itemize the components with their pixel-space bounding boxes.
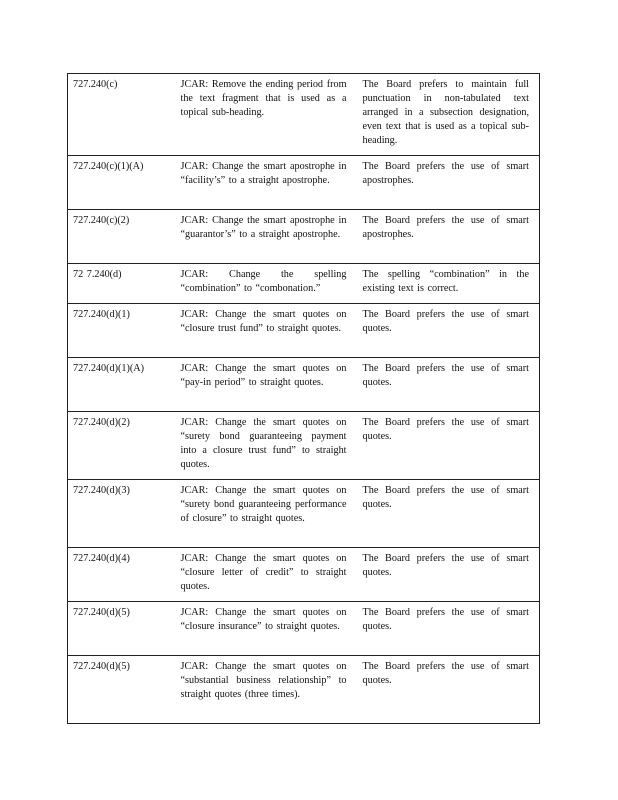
section-cell: 727.240(d)(4) xyxy=(68,548,175,602)
board-response-cell: The Board prefers the use of smart quotes. xyxy=(356,480,540,548)
jcar-comment-cell: JCAR: Remove the ending period from the text fragment that is used as a topical sub-heading. xyxy=(175,74,356,156)
table-row xyxy=(68,656,540,724)
table-row xyxy=(68,304,540,358)
section-cell: 727.240(c)(2) xyxy=(68,210,175,264)
board-response-cell: The Board prefers the use of smart quotes. xyxy=(356,304,540,358)
section-cell: 72 7.240(d) xyxy=(68,264,175,304)
table-row xyxy=(68,548,540,602)
jcar-comment-cell: JCAR: Change the smart quotes on “surety bond guaranteeing performance of closure” to straight quotes. xyxy=(175,480,356,548)
section-cell: 727.240(d)(5) xyxy=(68,656,175,724)
table-row xyxy=(68,480,540,548)
jcar-comment-cell: JCAR: Change the smart apostrophe in “facility’s” to a straight apostrophe. xyxy=(175,156,356,210)
section-cell: 727.240(c) xyxy=(68,74,175,156)
jcar-comment-cell: JCAR: Change the smart quotes on “surety bond guaranteeing payment into a closure trust fund” to straight quotes. xyxy=(175,412,356,480)
jcar-comment-cell: JCAR: Change the smart quotes on “substantial business relationship” to straight quotes (three times). xyxy=(175,656,356,724)
jcar-comment-cell: JCAR: Change the smart quotes on “closure letter of credit” to straight quotes. xyxy=(175,548,356,602)
board-response-cell: The Board prefers the use of smart quotes. xyxy=(356,602,540,656)
section-cell: 727.240(d)(2) xyxy=(68,412,175,480)
table-row xyxy=(68,74,540,156)
board-response-cell: The Board prefers the use of smart quotes. xyxy=(356,656,540,724)
board-response-cell: The spelling “combination” in the existing text is correct. xyxy=(356,264,540,304)
table-row xyxy=(68,210,540,264)
jcar-comment-cell: JCAR: Change the smart apostrophe in “guarantor’s” to a straight apostrophe. xyxy=(175,210,356,264)
comments-table xyxy=(67,73,540,724)
board-response-cell: The Board prefers the use of smart apostrophes. xyxy=(356,210,540,264)
table-row xyxy=(68,358,540,412)
jcar-comment-cell: JCAR: Change the smart quotes on “closure trust fund” to straight quotes. xyxy=(175,304,356,358)
section-cell: 727.240(d)(5) xyxy=(68,602,175,656)
section-cell: 727.240(c)(1)(A) xyxy=(68,156,175,210)
board-response-cell: The Board prefers the use of smart quotes. xyxy=(356,358,540,412)
board-response-cell: The Board prefers the use of smart quotes. xyxy=(356,412,540,480)
table-row xyxy=(68,156,540,210)
section-cell: 727.240(d)(1)(A) xyxy=(68,358,175,412)
jcar-comment-cell: JCAR: Change the spelling “combination” to “combonation.” xyxy=(175,264,356,304)
jcar-comment-cell: JCAR: Change the smart quotes on “pay-in period” to straight quotes. xyxy=(175,358,356,412)
table-row xyxy=(68,264,540,304)
board-response-cell: The Board prefers the use of smart quotes. xyxy=(356,548,540,602)
board-response-cell: The Board prefers to maintain full punctuation in non-tabulated text arranged in a subsection designation, even text that is used as a topical sub-heading. xyxy=(356,74,540,156)
board-response-cell: The Board prefers the use of smart apostrophes. xyxy=(356,156,540,210)
table-row xyxy=(68,602,540,656)
section-cell: 727.240(d)(1) xyxy=(68,304,175,358)
jcar-comment-cell: JCAR: Change the smart quotes on “closure insurance” to straight quotes. xyxy=(175,602,356,656)
section-cell: 727.240(d)(3) xyxy=(68,480,175,548)
table-row xyxy=(68,412,540,480)
